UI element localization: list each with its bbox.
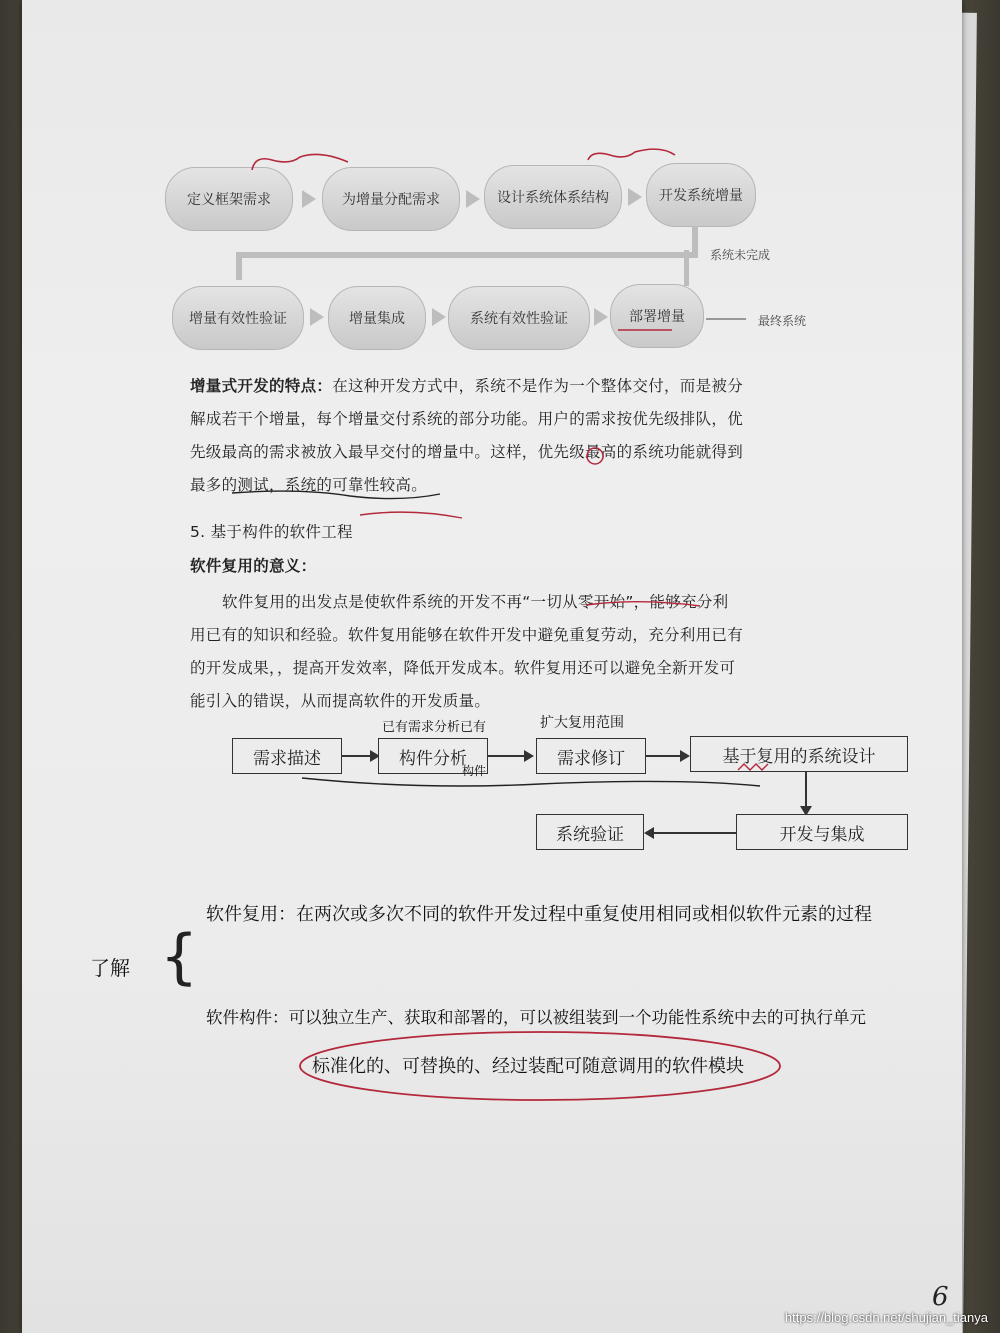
paragraph-line-4: 最多的测试，系统的可靠性较高。 [190,476,428,494]
flow-step-label: 系统有效性验证 [470,311,568,327]
handwritten-component-definition-2: 标准化的、可替换的、经过装配可随意调用的软件模块 [312,1056,744,1077]
flow-step-label: 定义框架需求 [187,192,271,208]
paragraph-line-3: 先级最高的需求被放入最早交付的增量中。这样，优先级最高的系统功能就得到 [190,443,744,461]
flow-step-label: 开发系统增量 [659,188,743,204]
handwritten-note-existing-analysis: 已有需求分析已有 [382,720,487,735]
flow-step-label: 增量有效性验证 [189,311,287,327]
section-title: 5. 基于构件的软件工程 [190,523,353,541]
handwritten-understand: 了解 [90,956,130,980]
section-subheading: 软件复用的意义： [190,557,317,575]
brace-icon: { [160,922,199,992]
handwritten-reuse-definition: 软件复用：在两次或多次不同的软件开发过程中重复使用相同或相似软件元素的过程 [206,904,872,925]
label-system-incomplete: 系统未完成 [710,248,771,262]
box-label: 需求描述 [253,748,321,769]
flow-step-label: 为增量分配需求 [342,192,440,208]
paragraph-line-2: 解成若干个增量，每个增量交付系统的部分功能。用户的需求按优先级排队，优 [190,410,744,428]
box-label: 基于复用的系统设计 [722,746,876,767]
paragraph-line-2: 用已有的知识和经验。软件复用能够在软件开发中避免重复劳动，充分利用已有 [190,626,744,644]
incremental-heading: 增量式开发的特点： [190,377,333,395]
flow-step-label: 增量集成 [349,311,405,327]
flow-step-label: 设计系统体系结构 [497,190,609,206]
handwritten-note-component: 构件 [462,764,487,778]
watermark-url: https://blog.csdn.net/shujian_tianya [784,1310,988,1325]
box-label: 需求修订 [557,748,625,769]
paragraph-text: 在这种开发方式中，系统不是作为一个整体交付，而是被分 [332,377,744,395]
paragraph-line-1: 软件复用的出发点是使软件系统的开发不再“一切从零开始”，能够充分利 [222,593,729,611]
flow-step-label: 部署增量 [629,309,685,325]
box-label: 开发与集成 [779,824,865,845]
label-final-system: 最终系统 [758,314,807,328]
box-label: 构件分析 [399,748,467,769]
handwritten-component-definition: 软件构件：可以独立生产、获取和部署的，可以被组装到一个功能性系统中去的可执行单元 [206,1008,866,1027]
paragraph-line-3: 的开发成果，，提高开发效率，降低开发成本。软件复用还可以避免全新开发可 [190,659,736,677]
page-number: 6 [932,1282,949,1312]
box-label: 系统验证 [556,824,624,845]
paragraph-line-4: 能引入的错误，从而提高软件的开发质量。 [190,692,491,710]
handwritten-note-expand-scope: 扩大复用范围 [540,715,624,731]
